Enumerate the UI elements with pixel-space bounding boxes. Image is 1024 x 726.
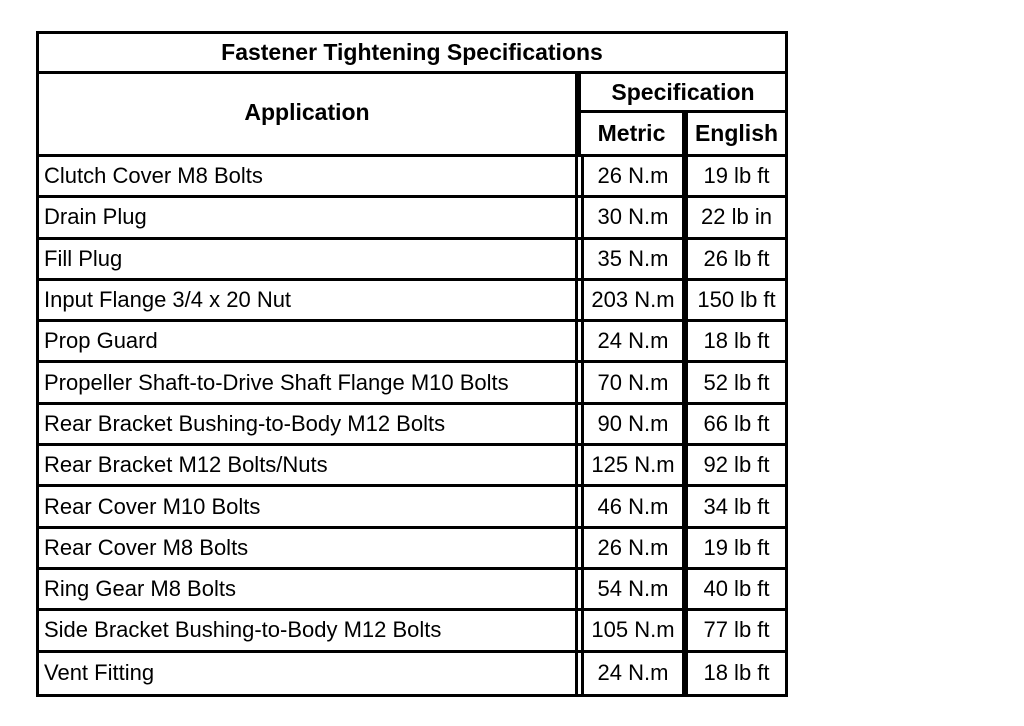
table-header [39, 74, 785, 157]
application-cell: Drain Plug [39, 198, 578, 236]
table-row [39, 281, 785, 322]
english-value-cell: 66 lb ft [685, 405, 785, 443]
english-column-header: English [685, 113, 785, 154]
application-cell: Prop Guard [39, 322, 578, 360]
application-cell: Clutch Cover M8 Bolts [39, 157, 578, 195]
table-title: Fastener Tightening Specifications [39, 34, 785, 74]
specification-header-group [578, 74, 785, 154]
metric-column-header: Metric [581, 113, 685, 154]
application-header-label: Application [244, 98, 370, 125]
metric-value-cell: 24 N.m [581, 653, 685, 694]
metric-value-cell: 26 N.m [581, 529, 685, 567]
application-cell: Fill Plug [39, 240, 578, 278]
english-value-cell: 18 lb ft [685, 322, 785, 360]
table-body [39, 157, 785, 694]
table-row [39, 487, 785, 528]
metric-value-cell: 125 N.m [581, 446, 685, 484]
metric-value-cell: 70 N.m [581, 363, 685, 401]
application-cell: Input Flange 3/4 x 20 Nut [39, 281, 578, 319]
table-row [39, 446, 785, 487]
specification-column-header: Specification [581, 74, 785, 113]
english-value-cell: 92 lb ft [685, 446, 785, 484]
metric-value-cell: 30 N.m [581, 198, 685, 236]
english-value-cell: 34 lb ft [685, 487, 785, 525]
table-row [39, 570, 785, 611]
english-value-cell: 18 lb ft [685, 653, 785, 694]
application-cell: Side Bracket Bushing-to-Body M12 Bolts [39, 611, 578, 649]
application-cell: Ring Gear M8 Bolts [39, 570, 578, 608]
metric-value-cell: 24 N.m [581, 322, 685, 360]
english-value-cell: 26 lb ft [685, 240, 785, 278]
table-row [39, 157, 785, 198]
metric-value-cell: 54 N.m [581, 570, 685, 608]
metric-value-cell: 35 N.m [581, 240, 685, 278]
fastener-spec-table [36, 31, 788, 697]
table-row [39, 529, 785, 570]
english-value-cell: 52 lb ft [685, 363, 785, 401]
english-value-cell: 150 lb ft [685, 281, 785, 319]
metric-value-cell: 90 N.m [581, 405, 685, 443]
english-value-cell: 77 lb ft [685, 611, 785, 649]
application-cell: Rear Bracket M12 Bolts/Nuts [39, 446, 578, 484]
unit-subheaders [581, 113, 785, 154]
table-row [39, 322, 785, 363]
english-value-cell: 22 lb in [685, 198, 785, 236]
metric-value-cell: 46 N.m [581, 487, 685, 525]
application-cell: Vent Fitting [39, 653, 578, 694]
table-row [39, 653, 785, 694]
table-row [39, 363, 785, 404]
english-value-cell: 40 lb ft [685, 570, 785, 608]
english-value-cell: 19 lb ft [685, 529, 785, 567]
metric-value-cell: 105 N.m [581, 611, 685, 649]
table-row [39, 405, 785, 446]
application-cell: Rear Cover M10 Bolts [39, 487, 578, 525]
metric-value-cell: 203 N.m [581, 281, 685, 319]
table-row [39, 240, 785, 281]
application-cell: Propeller Shaft-to-Drive Shaft Flange M10 Bolts [39, 363, 578, 401]
application-cell: Rear Bracket Bushing-to-Body M12 Bolts [39, 405, 578, 443]
table-row [39, 611, 785, 652]
metric-value-cell: 26 N.m [581, 157, 685, 195]
application-cell: Rear Cover M8 Bolts [39, 529, 578, 567]
table-row [39, 198, 785, 239]
english-value-cell: 19 lb ft [685, 157, 785, 195]
application-column-header [39, 74, 578, 154]
